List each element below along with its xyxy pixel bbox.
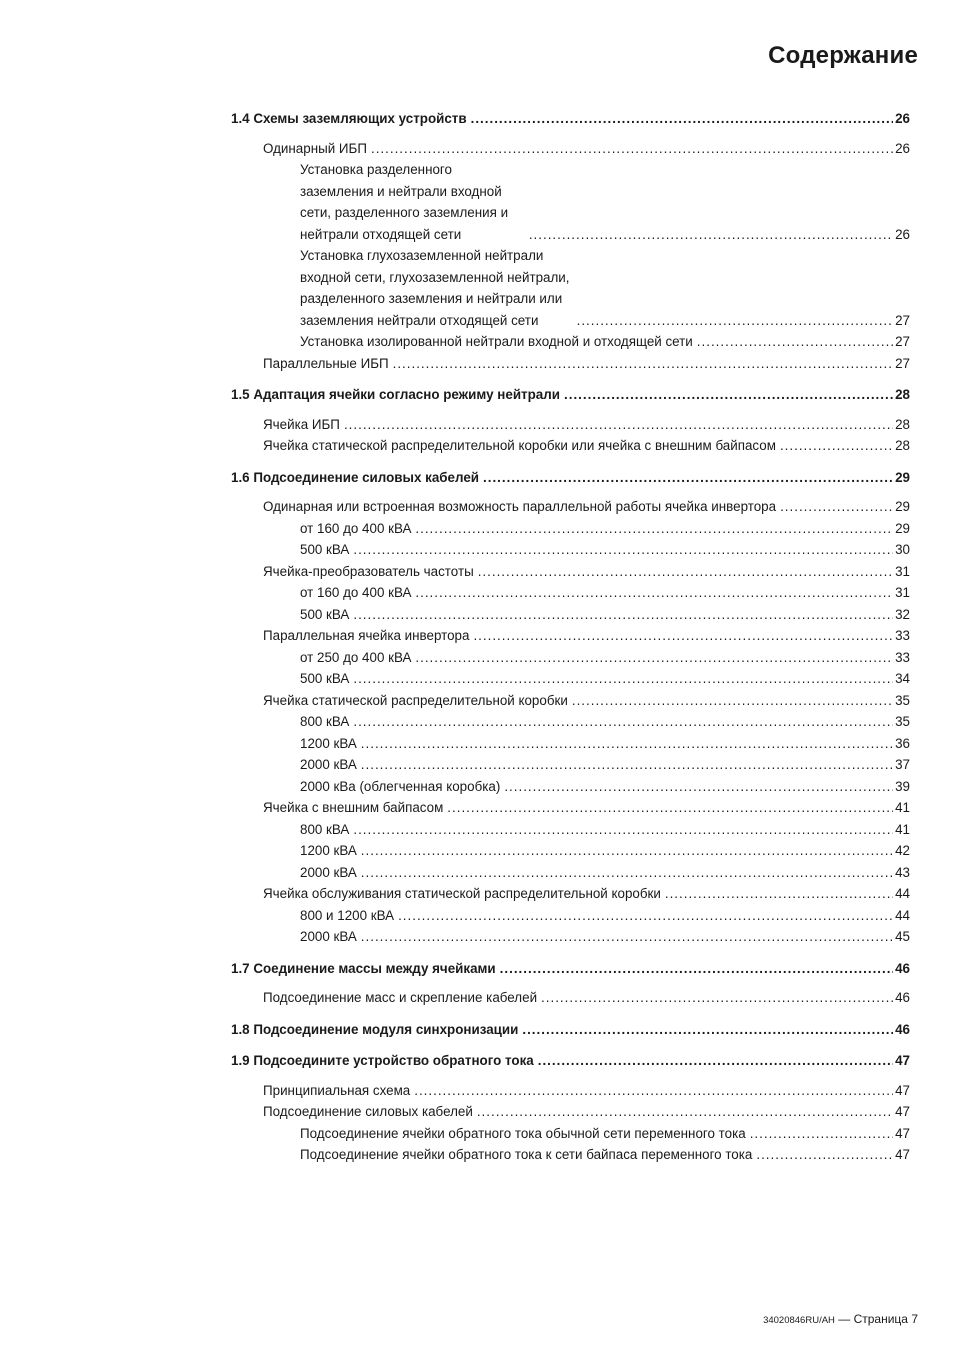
toc-entry-level-3[interactable]: [231, 1144, 910, 1166]
toc-entry-level-2[interactable]: [231, 353, 910, 375]
dot-leader: [353, 668, 893, 690]
toc-entry-title: Ячейка с внешним байпасом: [263, 800, 444, 815]
toc-entry-page: 44: [895, 907, 910, 923]
toc-entry-level-2[interactable]: [231, 690, 910, 712]
toc-entry-title: от 250 до 400 кВА: [300, 649, 412, 665]
dot-leader: [353, 604, 893, 626]
toc-entry-title: 1.9 Подсоедините устройство обратного тока: [231, 1053, 534, 1068]
toc-entry-page: 41: [895, 800, 910, 815]
dot-leader: [478, 561, 893, 583]
toc-entry-level-3[interactable]: [231, 711, 910, 733]
dot-leader: [353, 711, 893, 733]
toc-entry-page: 34: [895, 671, 910, 686]
toc-entry-title: Ячейка ИБП: [263, 416, 340, 432]
toc-entry-level-1[interactable]: [231, 958, 910, 980]
toc-entry-page: 30: [895, 542, 910, 557]
toc-entry-page: 47: [895, 1147, 910, 1162]
toc-entry-title: Установка глухозаземленной нейтрали входной сети, глухозаземленной нейтрали, разделенного заземления и нейтрали или заземления нейтрали отходящей сети: [300, 248, 570, 328]
dot-leader: [393, 353, 893, 375]
dot-leader: [353, 819, 893, 841]
dot-leader: [473, 625, 893, 647]
toc-entry-page: 27: [895, 334, 910, 349]
toc-entry-level-3[interactable]: [231, 754, 910, 776]
toc-entry-title: Ячейка статической распределительной коробки: [263, 692, 568, 708]
toc-entry-level-3[interactable]: [231, 647, 910, 669]
page-footer: [763, 1312, 918, 1326]
footer-separator: —: [838, 1312, 851, 1326]
toc-entry-level-1[interactable]: [231, 467, 910, 489]
dot-leader: [522, 1019, 893, 1041]
toc-entry-level-3[interactable]: [231, 245, 910, 331]
dot-leader: [538, 1050, 893, 1072]
dot-leader: [504, 776, 893, 798]
toc-entry-page: 31: [895, 585, 910, 600]
toc-entry-level-2[interactable]: [231, 138, 910, 160]
toc-entry-level-3[interactable]: [231, 668, 910, 690]
toc-entry-page: 28: [895, 416, 910, 432]
dot-leader: [756, 1144, 893, 1166]
toc-entry-title: 1200 кВА: [300, 735, 357, 751]
dot-leader: [780, 435, 893, 457]
toc-entry-title: Ячейка-преобразователь частоты: [263, 563, 474, 579]
toc-entry-page: 29: [895, 469, 910, 485]
dot-leader: [398, 905, 893, 927]
toc-entry-page: 45: [895, 929, 910, 944]
toc-entry-page: 26: [895, 226, 910, 242]
table-of-contents: [231, 108, 910, 1166]
toc-entry-title: Параллельные ИБП: [263, 355, 389, 371]
toc-entry-page: 28: [895, 387, 910, 402]
toc-entry-level-2[interactable]: [231, 883, 910, 905]
toc-entry-title: 2000 кВА: [300, 864, 357, 880]
dot-leader: [371, 138, 893, 160]
dot-leader: [697, 331, 893, 353]
toc-entry-page: 31: [895, 563, 910, 579]
toc-entry-level-3[interactable]: [231, 518, 910, 540]
dot-leader: [447, 797, 893, 819]
dot-leader: [415, 518, 893, 540]
toc-entry-title: Подсоединение масс и скрепление кабелей: [263, 990, 538, 1005]
toc-entry-level-2[interactable]: [231, 987, 910, 1009]
toc-entry-title: 2000 кВА: [300, 929, 357, 944]
toc-entry-page: 27: [895, 355, 910, 371]
toc-entry-title: 1200 кВА: [300, 843, 357, 858]
toc-entry-page: 39: [895, 778, 910, 794]
dot-leader: [471, 108, 893, 130]
toc-entry-page: 35: [895, 714, 910, 729]
toc-entry-page: 46: [895, 960, 910, 976]
toc-entry-level-3[interactable]: [231, 905, 910, 927]
dot-leader: [750, 1123, 893, 1145]
toc-entry-title: Подсоединение ячейки обратного тока обычной сети переменного тока: [300, 1125, 746, 1141]
toc-entry-page: 47: [895, 1104, 910, 1119]
toc-entry-title: 800 кВА: [300, 714, 350, 729]
toc-entry-page: 46: [895, 1021, 910, 1037]
toc-entry-title: Подсоединение силовых кабелей: [263, 1104, 473, 1119]
toc-entry-page: 47: [895, 1125, 910, 1141]
toc-entry-level-1[interactable]: [231, 108, 910, 130]
toc-entry-title: Ячейка обслуживания статической распределительной коробки: [263, 886, 661, 901]
dot-leader: [361, 926, 893, 948]
toc-entry-level-1[interactable]: [231, 384, 910, 406]
toc-entry-title: Ячейка статической распределительной коробки или ячейка с внешним байпасом: [263, 438, 776, 453]
dot-leader: [361, 733, 893, 755]
toc-entry-level-2[interactable]: [231, 1101, 910, 1123]
dot-leader: [529, 224, 893, 246]
toc-entry-level-2[interactable]: [231, 797, 910, 819]
toc-entry-title: Принципиальная схема: [263, 1082, 411, 1098]
toc-entry-title: 800 и 1200 кВА: [300, 907, 395, 923]
dot-leader: [483, 467, 893, 489]
dot-leader: [541, 987, 893, 1009]
dot-leader: [780, 496, 893, 518]
dot-leader: [344, 414, 893, 436]
toc-entry-title: Установка изолированной нейтрали входной и отходящей сети: [300, 334, 693, 349]
toc-entry-level-3[interactable]: [231, 733, 910, 755]
toc-entry-level-3[interactable]: [231, 819, 910, 841]
toc-entry-level-3[interactable]: [231, 604, 910, 626]
toc-entry-level-3[interactable]: [231, 159, 910, 245]
toc-entry-page: 36: [895, 735, 910, 751]
toc-entry-title: от 160 до 400 кВА: [300, 520, 412, 536]
toc-entry-page: 44: [895, 886, 910, 901]
toc-entry-level-3[interactable]: [231, 776, 910, 798]
dot-leader: [361, 840, 893, 862]
toc-entry-level-2[interactable]: [231, 561, 910, 583]
dot-leader: [353, 539, 893, 561]
toc-entry-page: 41: [895, 821, 910, 837]
toc-entry-level-3[interactable]: [231, 539, 910, 561]
toc-entry-page: 33: [895, 628, 910, 643]
dot-leader: [665, 883, 893, 905]
toc-entry-title: 500 кВА: [300, 671, 350, 686]
toc-entry-page: 46: [895, 990, 910, 1005]
toc-entry-title: 1.8 Подсоединение модуля синхронизации: [231, 1021, 519, 1037]
toc-entry-page: 27: [895, 312, 910, 328]
toc-entry-title: Установка разделенного заземления и нейтрали входной сети, разделенного заземления и нейтрали отходящей сети: [300, 162, 509, 242]
toc-entry-page: 29: [895, 520, 910, 536]
toc-entry-level-3[interactable]: [231, 926, 910, 948]
toc-entry-title: Одинарный ИБП: [263, 140, 367, 156]
page-number-label: Страница 7: [853, 1312, 918, 1326]
toc-entry-level-3[interactable]: [231, 331, 910, 353]
toc-entry-level-2[interactable]: [231, 414, 910, 436]
toc-entry-level-1[interactable]: [231, 1019, 910, 1041]
toc-entry-page: 47: [895, 1082, 910, 1098]
toc-entry-page: 33: [895, 649, 910, 665]
toc-entry-level-3[interactable]: [231, 582, 910, 604]
toc-entry-title: Одинарная или встроенная возможность параллельной работы ячейка инвертора: [263, 499, 777, 514]
toc-entry-title: от 160 до 400 кВА: [300, 585, 412, 600]
toc-entry-page: 47: [895, 1053, 910, 1068]
toc-entry-page: 26: [895, 140, 910, 156]
toc-entry-title: 500 кВА: [300, 542, 350, 557]
toc-entry-title: 2000 кВа (облегченная коробка): [300, 778, 501, 794]
toc-entry-level-3[interactable]: [231, 862, 910, 884]
dot-leader: [361, 862, 893, 884]
toc-entry-level-3[interactable]: [231, 1123, 910, 1145]
toc-entry-title: 1.5 Адаптация ячейки согласно режиму нейтрали: [231, 387, 560, 402]
dot-leader: [415, 582, 893, 604]
toc-entry-level-1[interactable]: [231, 1050, 910, 1072]
toc-entry-title: 2000 кВА: [300, 757, 357, 772]
dot-leader: [577, 310, 893, 332]
toc-entry-title: Параллельная ячейка инвертора: [263, 628, 470, 643]
dot-leader: [500, 958, 893, 980]
toc-entry-level-3[interactable]: [231, 840, 910, 862]
document-code: 34020846RU/AH: [763, 1315, 835, 1326]
toc-entry-page: 35: [895, 692, 910, 708]
toc-entry-page: 37: [895, 757, 910, 772]
toc-entry-title: 500 кВА: [300, 606, 350, 622]
dot-leader: [415, 647, 893, 669]
dot-leader: [564, 384, 893, 406]
toc-entry-level-2[interactable]: [231, 435, 910, 457]
toc-entry-page: 32: [895, 606, 910, 622]
toc-entry-page: 42: [895, 843, 910, 858]
toc-entry-title: 1.7 Соединение массы между ячейками: [231, 960, 496, 976]
toc-entry-page: 29: [895, 499, 910, 514]
toc-entry-page: 28: [895, 438, 910, 453]
toc-entry-page: 43: [895, 864, 910, 880]
toc-entry-title: Подсоединение ячейки обратного тока к сети байпаса переменного тока: [300, 1147, 753, 1162]
toc-entry-level-2[interactable]: [231, 496, 910, 518]
toc-entry-page: 26: [895, 111, 910, 126]
page-title: Содержание: [768, 42, 918, 69]
toc-entry-level-2[interactable]: [231, 625, 910, 647]
dot-leader: [572, 690, 893, 712]
dot-leader: [361, 754, 893, 776]
toc-entry-title: 1.6 Подсоединение силовых кабелей: [231, 469, 480, 485]
toc-entry-level-2[interactable]: [231, 1080, 910, 1102]
toc-entry-title: 800 кВА: [300, 821, 350, 837]
toc-entry-title: 1.4 Схемы заземляющих устройств: [231, 111, 467, 126]
dot-leader: [477, 1101, 893, 1123]
dot-leader: [414, 1080, 893, 1102]
